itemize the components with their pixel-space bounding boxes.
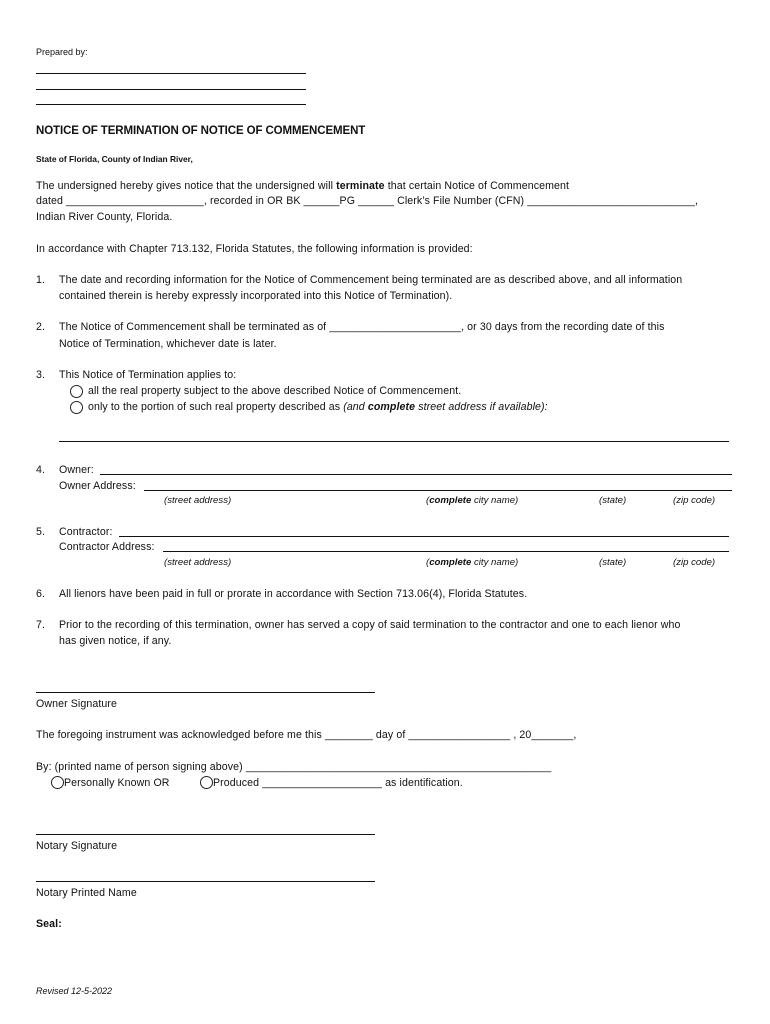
intro-line-1: The undersigned hereby gives notice that the undersigned will terminate that certain Notice of Commencement bbox=[36, 180, 570, 192]
owner-zip-caption: (zip code) bbox=[673, 495, 716, 506]
item-1-number: 1. bbox=[36, 274, 46, 286]
produced-radio[interactable] bbox=[200, 776, 213, 789]
intro-line-3: Indian River County, Florida. bbox=[36, 211, 173, 223]
produced-label[interactable]: Produced ____________________ as identification. bbox=[213, 777, 463, 789]
item-1-line-1: The date and recording information for the Notice of Commencement being terminated are as described above, and all information bbox=[59, 274, 683, 286]
owner-city-caption: (complete city name) bbox=[426, 495, 519, 506]
item-3-number: 3. bbox=[36, 369, 46, 381]
option-portion-property-label: only to the portion of such real property described as (and complete street address if available): bbox=[88, 401, 548, 413]
by-line[interactable]: By: (printed name of person signing above) ___________________________________________________ bbox=[36, 761, 552, 773]
item-7-number: 7. bbox=[36, 619, 46, 631]
notary-printed-name-label: Notary Printed Name bbox=[36, 887, 137, 899]
notary-signature-label: Notary Signature bbox=[36, 840, 118, 852]
owner-address-field[interactable] bbox=[144, 490, 732, 491]
acknowledgment-line[interactable]: The foregoing instrument was acknowledged before me this ________ day of _________________ , 20_______, bbox=[36, 729, 577, 741]
personally-known-radio[interactable] bbox=[51, 776, 64, 789]
option-all-property-label: all the real property subject to the above described Notice of Commencement. bbox=[88, 385, 462, 397]
owner-street-caption: (street address) bbox=[164, 495, 232, 506]
item-2-number: 2. bbox=[36, 321, 46, 333]
contractor-label: Contractor: bbox=[59, 526, 113, 538]
option-portion-property-radio[interactable] bbox=[70, 401, 83, 414]
contractor-city-caption: (complete city name) bbox=[426, 557, 519, 568]
item-6-number: 6. bbox=[36, 588, 46, 600]
intro-line-2[interactable]: dated _______________________, recorded in OR BK ______PG ______ Clerk’s File Number (CFN) ____________________________, bbox=[36, 195, 699, 207]
prepared-by-line-3[interactable] bbox=[36, 104, 306, 105]
seal-label: Seal: bbox=[36, 918, 62, 930]
item-5-number: 5. bbox=[36, 526, 46, 538]
item-2-line-1[interactable]: The Notice of Commencement shall be terminated as of ______________________, or 30 days from the recording date of this bbox=[59, 321, 665, 333]
owner-signature-field[interactable] bbox=[36, 692, 375, 693]
owner-state-caption: (state) bbox=[599, 495, 627, 506]
contractor-field[interactable] bbox=[119, 536, 729, 537]
personally-known-label: Personally Known OR bbox=[64, 777, 170, 789]
option-all-property-radio[interactable] bbox=[70, 385, 83, 398]
property-description-field[interactable] bbox=[59, 441, 729, 442]
prepared-by-line-2[interactable] bbox=[36, 89, 306, 90]
prepared-by-line-1[interactable] bbox=[36, 73, 306, 74]
owner-address-label: Owner Address: bbox=[59, 480, 136, 492]
contractor-address-label: Contractor Address: bbox=[59, 541, 155, 553]
item-7-line-1: Prior to the recording of this termination, owner has served a copy of said termination to the contractor and one to each lienor who bbox=[59, 619, 681, 631]
document-title: NOTICE OF TERMINATION OF NOTICE OF COMMENCEMENT bbox=[36, 125, 366, 137]
statute-intro: In accordance with Chapter 713.132, Florida Statutes, the following information is provided: bbox=[36, 243, 473, 255]
jurisdiction: State of Florida, County of Indian River, bbox=[36, 154, 193, 164]
contractor-street-caption: (street address) bbox=[164, 557, 232, 568]
contractor-address-field[interactable] bbox=[163, 551, 729, 552]
notary-signature-field[interactable] bbox=[36, 834, 375, 835]
item-2-line-2: Notice of Termination, whichever date is later. bbox=[59, 338, 277, 350]
item-6-text: All lienors have been paid in full or prorate in accordance with Section 713.06(4), Florida Statutes. bbox=[59, 588, 528, 600]
item-7-line-2: has given notice, if any. bbox=[59, 635, 172, 647]
item-4-number: 4. bbox=[36, 464, 46, 476]
item-3-line-1: This Notice of Termination applies to: bbox=[59, 369, 237, 381]
item-1-line-2: contained therein is hereby expressly incorporated into this Notice of Termination). bbox=[59, 290, 453, 302]
owner-signature-label: Owner Signature bbox=[36, 698, 117, 710]
notary-printed-name-field[interactable] bbox=[36, 881, 375, 882]
owner-label: Owner: bbox=[59, 464, 94, 476]
owner-field[interactable] bbox=[100, 474, 732, 475]
prepared-by-label: Prepared by: bbox=[36, 47, 88, 57]
contractor-zip-caption: (zip code) bbox=[673, 557, 716, 568]
revised-date: Revised 12-5-2022 bbox=[36, 986, 113, 996]
contractor-state-caption: (state) bbox=[599, 557, 627, 568]
